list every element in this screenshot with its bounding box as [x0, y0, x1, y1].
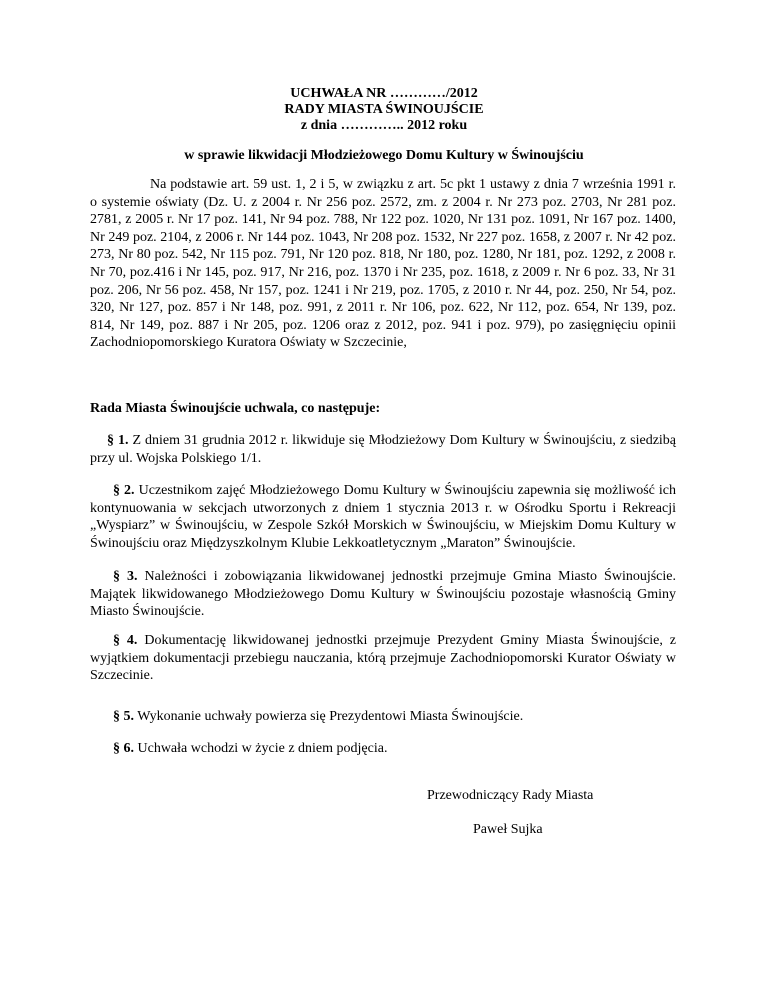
section-mark: § 4.	[113, 633, 138, 648]
section-mark: § 1.	[107, 433, 129, 448]
section-3	[90, 568, 676, 621]
section-mark: § 6.	[113, 741, 134, 756]
section-text: Uczestnikom zajęć Młodzieżowego Domu Kultury w Świnoujściu zapewnia się możliwość ich kontynuowania w sekcjach utworzonych z dniem 1 stycznia 2013 r. w Ośrodku Sportu i Rekreacji „Wyspiarz” w Świnoujściu, w Zespole Szkół Morskich w Świnoujściu, w Miejskim Domu Kultury w Świnoujściu oraz Międzyszkolnym Klubie Lekkoatletycznym „Maraton” Świnoujście.	[90, 483, 677, 551]
section-text: Wykonanie uchwały powierza się Prezydentowi Miasta Świnoujście.	[137, 709, 524, 724]
resolution-number: UCHWAŁA NR …………/2012	[290, 86, 478, 101]
signature-name: Paweł Sujka	[473, 822, 543, 837]
section-text: Dokumentację likwidowanej jednostki przejmuje Prezydent Gminy Miasta Świnoujście, z wyjątkiem dokumentacji przebiegu nauczania, którą przejmuje Zachodniopomorski Kurator Oświaty w Szczecinie.	[90, 633, 676, 684]
section-1	[90, 432, 676, 467]
resolves-heading: Rada Miasta Świnoujście uchwala, co następuje:	[90, 401, 381, 416]
council-name: RADY MIASTA ŚWINOUJŚCIE	[284, 102, 484, 117]
section-6	[90, 740, 676, 758]
section-text: Uchwała wchodzi w życie z dniem podjęcia.	[137, 741, 388, 756]
section-mark: § 2.	[113, 483, 135, 498]
section-5	[90, 708, 676, 726]
section-4	[90, 632, 676, 685]
resolution-date: z dnia ………….. 2012 roku	[300, 118, 468, 133]
section-mark: § 5.	[113, 709, 134, 724]
preamble: Na podstawie art. 59 ust. 1, 2 i 5, w związku z art. 5c pkt 1 ustawy z dnia 7 września 1991 r. o systemie oświaty (Dz. U. z 2004 r. Nr 256 poz. 2572, zm. z 2004 r. Nr 273 poz. 2703, Nr 281 poz. 2781, z 2005 r. Nr 17 poz. 141, Nr 94 poz. 788, Nr 122 poz. 1020, Nr 131 poz. 1091, Nr 167 poz. 1400, Nr 249 poz. 2104, z 2006 r. Nr 144 poz. 1043, Nr 208 poz. 1532, Nr 227 poz. 1658, z 2007 r. Nr 42 poz. 273, Nr 80 poz. 542, Nr 115 poz. 791, Nr 120 poz. 818, Nr 180, poz. 1280, Nr 181, poz. 1292, z 2008 r. Nr 70, poz.416 i Nr 145, poz. 917, Nr 216, poz. 1370 i Nr 235, poz. 1618, z 2009 r. Nr 6 poz. 33, Nr 31 poz. 206, Nr 56 poz. 458, Nr 157, poz. 1241 i Nr 219, poz. 1705, z 2010 r. Nr 44, poz. 250, Nr 54, poz. 320, Nr 127, poz. 857 i Nr 148, poz. 991, z 2011 r. Nr 106, poz. 622, Nr 112, poz. 654, Nr 139, poz. 814, Nr 149, poz. 887 i Nr 205, poz. 1206 oraz z 2012, poz. 941 i poz. 979), po zasięgnięciu opinii Zachodniopomorskiego Kuratora Oświaty w Szczecinie,	[90, 177, 676, 351]
section-text: Z dniem 31 grudnia 2012 r. likwiduje się Młodzieżowy Dom Kultury w Świnoujściu, z siedzibą przy ul. Wojska Polskiego 1/1.	[90, 433, 677, 466]
resolution-subject: w sprawie likwidacji Młodzieżowego Domu Kultury w Świnoujściu	[184, 148, 584, 163]
signature-title: Przewodniczący Rady Miasta	[427, 788, 594, 803]
section-mark: § 3.	[113, 569, 138, 584]
section-text: Należności i zobowiązania likwidowanej jednostki przejmuje Gmina Miasto Świnoujście. Majątek likwidowanego Młodzieżowego Domu Kultury w Świnoujściu pozostaje własnością Gminy Miasto Świnoujście.	[90, 569, 676, 620]
section-2	[90, 482, 676, 552]
